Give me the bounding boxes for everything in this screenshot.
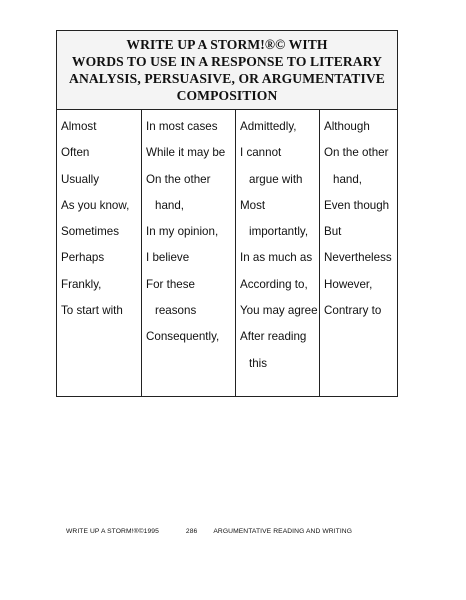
column-1 — [57, 110, 142, 396]
word-cell: You may agree — [240, 304, 318, 318]
word-cell: hand, — [333, 172, 363, 186]
word-cell: In my opinion, — [146, 225, 219, 239]
title-line-4: COMPOSITION — [176, 88, 278, 103]
word-cell: importantly, — [249, 225, 309, 239]
word-cell: Nevertheless — [324, 251, 392, 265]
word-cell: In as much as — [240, 251, 313, 265]
word-cell: To start with — [61, 304, 123, 318]
title-box — [57, 31, 397, 110]
word-cell: Often — [61, 146, 90, 160]
title-line-3: ANALYSIS, PERSUASIVE, OR ARGUMENTATIVE — [69, 71, 385, 86]
column-2 — [142, 110, 236, 396]
word-cell: But — [324, 225, 342, 239]
title-line-2: WORDS TO USE IN A RESPONSE TO LITERARY — [71, 54, 383, 69]
column-3 — [236, 110, 320, 396]
word-list-sheet — [56, 30, 398, 397]
word-cell: I believe — [146, 251, 190, 265]
footer-copyright: WRITE UP A STORM!®©1995 — [66, 528, 159, 535]
transition-words-table — [57, 110, 397, 396]
word-cell: On the other — [146, 172, 211, 186]
word-cell: Admittedly, — [240, 120, 297, 133]
word-cell: Contrary to — [324, 304, 382, 318]
word-cell: Perhaps — [61, 251, 105, 265]
title-line-1: WRITE UP A STORM!®© WITH — [126, 37, 328, 52]
word-cell: Although — [324, 120, 370, 133]
word-cell: Even though — [324, 198, 390, 212]
word-cell: reasons — [155, 304, 197, 318]
word-cell: Most — [240, 198, 266, 212]
word-cell: this — [249, 356, 268, 370]
word-cell: Sometimes — [61, 225, 119, 239]
page-number: 286 — [185, 528, 198, 535]
page-footer — [66, 528, 352, 535]
footer-book-title: ARGUMENTATIVE READING AND WRITING — [213, 528, 353, 535]
word-cell: However, — [324, 277, 373, 291]
word-cell: As you know, — [61, 198, 130, 212]
word-cell: Usually — [61, 172, 100, 186]
word-cell: In most cases — [146, 120, 218, 133]
word-cell: On the other — [324, 146, 389, 160]
word-cell: Almost — [61, 120, 97, 133]
word-cell: Consequently, — [146, 330, 220, 344]
word-cell: After reading — [240, 330, 307, 344]
word-cell: I cannot — [240, 146, 282, 160]
word-cell: argue with — [249, 172, 303, 186]
column-4 — [320, 110, 397, 396]
word-cell: According to, — [240, 277, 308, 291]
word-cell: hand, — [155, 198, 185, 212]
word-cell: Frankly, — [61, 277, 102, 291]
word-cell: While it may be — [146, 146, 226, 160]
word-cell: For these — [146, 277, 195, 291]
